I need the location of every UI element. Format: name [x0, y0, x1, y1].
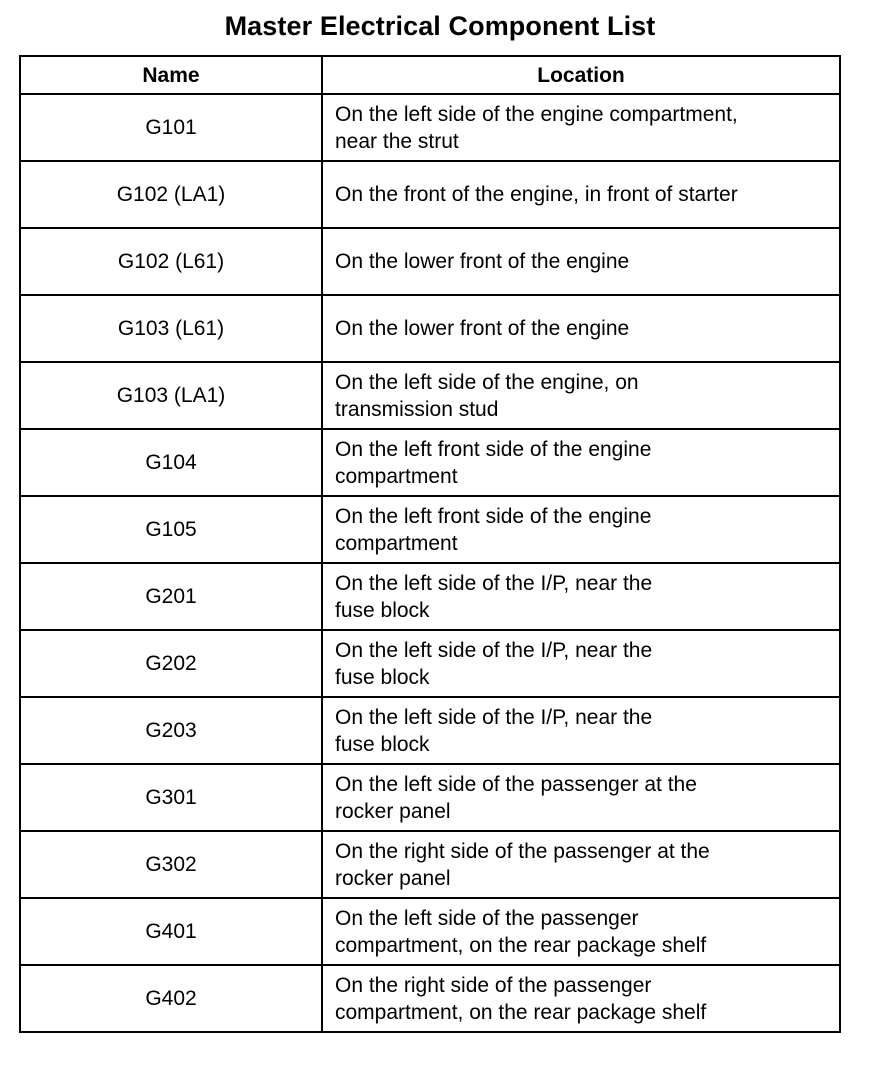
location-line: On the left side of the I/P, near the	[335, 571, 653, 595]
component-name-cell: G402	[20, 965, 322, 1032]
component-location-cell	[322, 228, 840, 295]
component-name-cell: G401	[20, 898, 322, 965]
table-row	[20, 429, 840, 496]
component-name-cell: G103 (L61)	[20, 295, 322, 362]
table-header	[20, 56, 840, 94]
location-line: On the left side of the passenger	[335, 906, 639, 930]
component-location-cell	[322, 831, 840, 898]
location-line: compartment, on the rear package shelf	[335, 933, 707, 957]
page-title: Master Electrical Component List	[224, 11, 656, 41]
component-name-cell: G201	[20, 563, 322, 630]
table-row	[20, 94, 840, 161]
location-line: On the right side of the passenger at the	[335, 839, 710, 863]
component-location-cell	[322, 563, 840, 630]
table-row	[20, 831, 840, 898]
location-line: On the front of the engine, in front of starter	[335, 183, 738, 206]
component-name-cell: G102 (LA1)	[20, 161, 322, 228]
component-name-cell: G202	[20, 630, 322, 697]
component-location-cell	[322, 295, 840, 362]
table-row	[20, 965, 840, 1032]
location-line: compartment	[335, 531, 458, 555]
component-name-cell: G203	[20, 697, 322, 764]
header-row	[20, 56, 840, 94]
component-name-cell: G301	[20, 764, 322, 831]
location-line: On the left front side of the engine	[335, 504, 652, 528]
location-line: On the right side of the passenger	[335, 973, 652, 997]
location-line: On the left side of the I/P, near the	[335, 638, 653, 662]
component-location-cell	[322, 496, 840, 563]
component-name-cell: G302	[20, 831, 322, 898]
location-line: On the lower front of the engine	[335, 317, 630, 340]
table-row	[20, 630, 840, 697]
component-location-cell	[322, 161, 840, 228]
component-location-cell	[322, 965, 840, 1032]
table-row	[20, 764, 840, 831]
table-row	[20, 228, 840, 295]
component-location-cell	[322, 429, 840, 496]
table-row	[20, 362, 840, 429]
location-line: compartment	[335, 464, 458, 488]
component-location-cell	[322, 94, 840, 161]
table-row	[20, 161, 840, 228]
component-location-cell	[322, 630, 840, 697]
component-name-cell: G105	[20, 496, 322, 563]
component-table	[19, 55, 841, 1033]
location-line: compartment, on the rear package shelf	[335, 1000, 707, 1024]
component-name-cell: G102 (L61)	[20, 228, 322, 295]
table-row	[20, 295, 840, 362]
component-table-container	[19, 55, 839, 1033]
table-row	[20, 496, 840, 563]
component-name-cell: G104	[20, 429, 322, 496]
location-line: On the left side of the engine, on	[335, 370, 639, 394]
location-line: near the strut	[335, 129, 459, 153]
table-row	[20, 697, 840, 764]
location-line: fuse block	[335, 732, 430, 756]
location-line: On the left side of the passenger at the	[335, 772, 697, 796]
component-location-cell	[322, 898, 840, 965]
component-location-cell	[322, 764, 840, 831]
location-line: On the lower front of the engine	[335, 250, 630, 273]
component-name-cell: G101	[20, 94, 322, 161]
table-row	[20, 563, 840, 630]
location-line: On the left side of the engine compartment,	[335, 102, 738, 126]
location-line: rocker panel	[335, 866, 451, 890]
location-line: transmission stud	[335, 397, 499, 421]
location-line: fuse block	[335, 665, 430, 689]
table-body	[20, 94, 840, 1032]
component-location-cell	[322, 697, 840, 764]
component-location-cell	[322, 362, 840, 429]
table-row	[20, 898, 840, 965]
location-line: fuse block	[335, 598, 430, 622]
column-header-name: Name	[20, 56, 322, 94]
column-header-location: Location	[322, 56, 840, 94]
component-name-cell: G103 (LA1)	[20, 362, 322, 429]
location-line: rocker panel	[335, 799, 451, 823]
location-line: On the left front side of the engine	[335, 437, 652, 461]
location-line: On the left side of the I/P, near the	[335, 705, 653, 729]
